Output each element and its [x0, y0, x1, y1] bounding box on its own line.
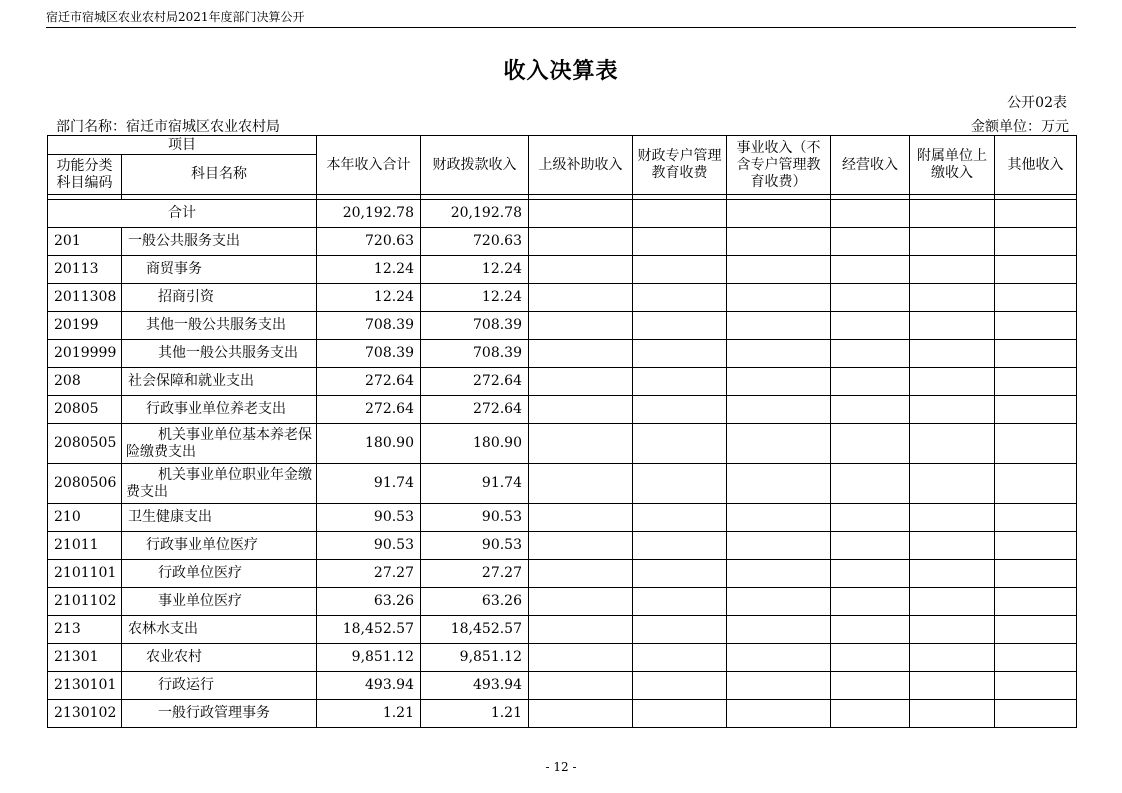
total-label: 合计: [48, 200, 317, 228]
header-item: 项目: [48, 136, 317, 155]
row-code: 21301: [48, 644, 122, 672]
row-total: 9,851.12: [317, 644, 421, 672]
table-row: [48, 368, 1077, 396]
row-fiscal: 9,851.12: [421, 644, 529, 672]
row-name: 行政单位医疗: [122, 560, 317, 588]
row-code: 2019999: [48, 340, 122, 368]
header-superior: 上级补助收入: [529, 136, 633, 195]
row-fiscal: 91.74: [421, 464, 529, 504]
row-total: 90.53: [317, 504, 421, 532]
row-total: 708.39: [317, 340, 421, 368]
header-edu: 财政专户管理教育收费: [633, 136, 727, 195]
row-fiscal: 1.21: [421, 700, 529, 728]
row-code: 20199: [48, 312, 122, 340]
amount-unit: 金额单位：万元: [971, 119, 1069, 135]
row-total: 180.90: [317, 424, 421, 464]
table-row: [48, 504, 1077, 532]
row-name: 机关事业单位基本养老保险缴费支出: [122, 424, 317, 464]
row-total: 91.74: [317, 464, 421, 504]
header-business: 事业收入（不含专户管理教育收费）: [727, 136, 831, 195]
row-total: 272.64: [317, 396, 421, 424]
department-name: 部门名称：宿迁市宿城区农业农村局: [56, 119, 280, 135]
row-code: 2130102: [48, 700, 122, 728]
row-name: 农林水支出: [122, 616, 317, 644]
total-fiscal: 20,192.78: [421, 200, 529, 228]
row-code: 208: [48, 368, 122, 396]
row-total: 27.27: [317, 560, 421, 588]
row-fiscal: 272.64: [421, 368, 529, 396]
row-code: 213: [48, 616, 122, 644]
row-name: 其他一般公共服务支出: [122, 340, 317, 368]
table-row: [48, 560, 1077, 588]
row-name: 机关事业单位职业年金缴费支出: [122, 464, 317, 504]
row-total: 12.24: [317, 256, 421, 284]
page-title: 收入决算表: [503, 59, 619, 84]
row-fiscal: 90.53: [421, 504, 529, 532]
row-total: 90.53: [317, 532, 421, 560]
table-row: [48, 284, 1077, 312]
row-code: 20805: [48, 396, 122, 424]
header-rule: [46, 27, 1076, 28]
income-table: [47, 135, 1077, 728]
header-total: 本年收入合计: [317, 136, 421, 195]
row-code: 2011308: [48, 284, 122, 312]
row-code: 210: [48, 504, 122, 532]
row-code: 2101102: [48, 588, 122, 616]
row-fiscal: 493.94: [421, 672, 529, 700]
row-fiscal: 90.53: [421, 532, 529, 560]
table-row: [48, 228, 1077, 256]
row-code: 2080506: [48, 464, 122, 504]
row-name: 行政运行: [122, 672, 317, 700]
table-row: [48, 424, 1077, 464]
row-total: 1.21: [317, 700, 421, 728]
table-row: [48, 256, 1077, 284]
header-fiscal: 财政拨款收入: [421, 136, 529, 195]
table-row: [48, 464, 1077, 504]
row-total: 12.24: [317, 284, 421, 312]
table-row: [48, 340, 1077, 368]
header-code: 功能分类科目编码: [48, 155, 122, 195]
row-code: 2101101: [48, 560, 122, 588]
row-total: 63.26: [317, 588, 421, 616]
row-fiscal: 27.27: [421, 560, 529, 588]
table-number: 公开02表: [1007, 95, 1067, 111]
row-total: 18,452.57: [317, 616, 421, 644]
row-fiscal: 180.90: [421, 424, 529, 464]
row-code: 20113: [48, 256, 122, 284]
header-operation: 经营收入: [831, 136, 910, 195]
total-amount: 20,192.78: [317, 200, 421, 228]
table-row: [48, 616, 1077, 644]
row-name: 一般行政管理事务: [122, 700, 317, 728]
running-header: 宿迁市宿城区农业农村局2021年度部门决算公开: [46, 10, 305, 24]
row-code: 21011: [48, 532, 122, 560]
table-row: [48, 532, 1077, 560]
table-row: [48, 396, 1077, 424]
row-fiscal: 272.64: [421, 396, 529, 424]
row-fiscal: 708.39: [421, 312, 529, 340]
row-total: 272.64: [317, 368, 421, 396]
total-row: [48, 200, 1077, 228]
row-name: 其他一般公共服务支出: [122, 312, 317, 340]
row-name: 行政事业单位养老支出: [122, 396, 317, 424]
row-fiscal: 720.63: [421, 228, 529, 256]
row-fiscal: 63.26: [421, 588, 529, 616]
row-code: 201: [48, 228, 122, 256]
table-row: [48, 588, 1077, 616]
table-row: [48, 672, 1077, 700]
row-name: 商贸事务: [122, 256, 317, 284]
row-total: 708.39: [317, 312, 421, 340]
row-name: 事业单位医疗: [122, 588, 317, 616]
row-name: 一般公共服务支出: [122, 228, 317, 256]
row-fiscal: 708.39: [421, 340, 529, 368]
table-row: [48, 644, 1077, 672]
row-name: 卫生健康支出: [122, 504, 317, 532]
row-fiscal: 12.24: [421, 256, 529, 284]
row-name: 社会保障和就业支出: [122, 368, 317, 396]
header-other: 其他收入: [995, 136, 1077, 195]
row-code: 2130101: [48, 672, 122, 700]
header-affiliated: 附属单位上缴收入: [910, 136, 995, 195]
table-row: [48, 700, 1077, 728]
row-name: 农业农村: [122, 644, 317, 672]
page-number: - 12 -: [545, 760, 577, 774]
row-fiscal: 12.24: [421, 284, 529, 312]
row-name: 招商引资: [122, 284, 317, 312]
table-row: [48, 312, 1077, 340]
row-name: 行政事业单位医疗: [122, 532, 317, 560]
row-total: 720.63: [317, 228, 421, 256]
header-name: 科目名称: [122, 155, 317, 195]
row-total: 493.94: [317, 672, 421, 700]
row-fiscal: 18,452.57: [421, 616, 529, 644]
row-code: 2080505: [48, 424, 122, 464]
